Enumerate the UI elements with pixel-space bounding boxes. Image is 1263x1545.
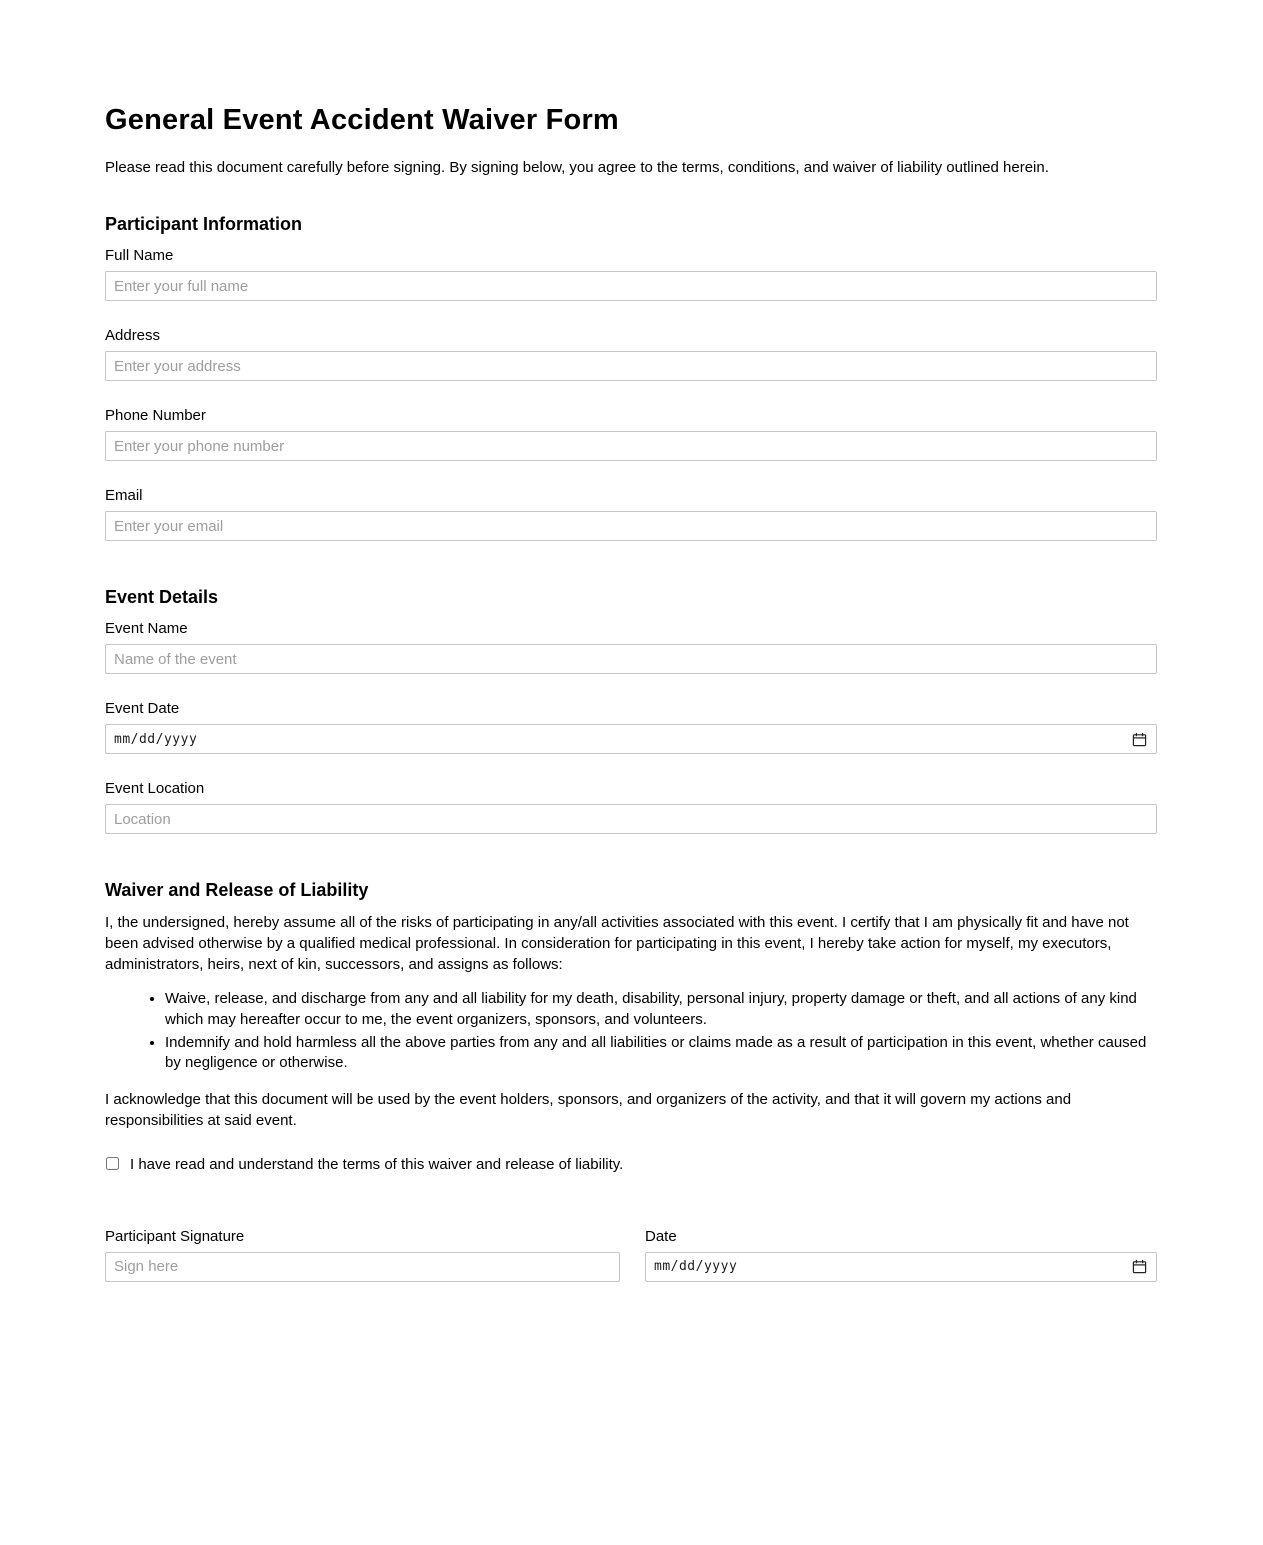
address-label: Address [105,327,161,345]
signature-date-field [645,1228,1157,1308]
participant-info-heading: Participant Information [105,214,303,235]
terms-checkbox[interactable] [106,1157,119,1170]
email-input[interactable] [105,511,1157,541]
event-location-label: Event Location [105,780,205,798]
calendar-icon[interactable] [1132,732,1147,747]
event-date-label: Event Date [105,700,180,718]
event-date-field [105,700,1157,754]
event-details-section [105,587,1157,834]
event-location-field [105,780,1157,834]
calendar-icon[interactable] [1132,1259,1147,1274]
address-field [105,327,1157,381]
event-name-label: Event Name [105,620,188,638]
waiver-section [105,880,1157,1175]
phone-number-field [105,407,1157,461]
participant-signature-label: Participant Signature [105,1227,245,1245]
signature-date-label: Date [645,1227,677,1245]
event-details-heading: Event Details [105,587,219,608]
waiver-bullet-item: • Waive, release, and discharge from any and all liability for my death, disability, personal injury, property damage or theft, and all actions of any kind which may hereafter occur to me, the event organizers, sponsors, and volunteers. [165,989,1157,1030]
full-name-input[interactable] [105,271,1157,301]
waiver-bullet-item: • Indemnify and hold harmless all the above parties from any and all liabilities or claims made as a result of participation in this event, whether caused by negligence or otherwise. [165,1033,1157,1074]
participant-signature-field [105,1228,620,1282]
event-date-value: mm/dd/yyyy [114,731,198,747]
waiver-bullet-list [105,989,1157,1074]
phone-number-label: Phone Number [105,407,206,425]
signature-date-row [105,1228,1157,1308]
email-field [105,487,1157,541]
event-name-field [105,620,1157,674]
email-label: Email [105,487,143,505]
signature-date-value: mm/dd/yyyy [654,1259,738,1275]
waiver-paragraph-1: I, the undersigned, hereby assume all of the risks of participating in any/all activities associated with this event. I certify that I am physically fit and have not been advised otherwise by a qualified medical professional. In consideration for participating in this event, I hereby take action for myself, my executors, administrators, heirs, next of kin, successors, and assigns as follows: [105,914,1129,973]
form-container [105,0,1157,1308]
full-name-label: Full Name [105,247,174,265]
terms-checkbox-row [105,1155,1157,1175]
waiver-heading: Waiver and Release of Liability [105,880,369,901]
participant-signature-input[interactable] [105,1252,620,1282]
waiver-paragraph-2: I acknowledge that this document will be used by the event holders, sponsors, and organizers of the activity, and that it will govern my actions and responsibilities at said event. [105,1091,1072,1129]
terms-checkbox-label[interactable]: I have read and understand the terms of this waiver and release of liability. [130,1156,624,1174]
event-location-input[interactable] [105,804,1157,834]
participant-info-section [105,214,1157,541]
full-name-field [105,247,1157,301]
phone-number-input[interactable] [105,431,1157,461]
address-input[interactable] [105,351,1157,381]
page-title: General Event Accident Waiver Form [105,104,619,136]
event-name-input[interactable] [105,644,1157,674]
signature-date-input[interactable] [645,1252,1157,1282]
event-date-input[interactable] [105,724,1157,754]
intro-text: Please read this document carefully before signing. By signing below, you agree to the terms, conditions, and waiver of liability outlined herein. [105,159,1049,176]
